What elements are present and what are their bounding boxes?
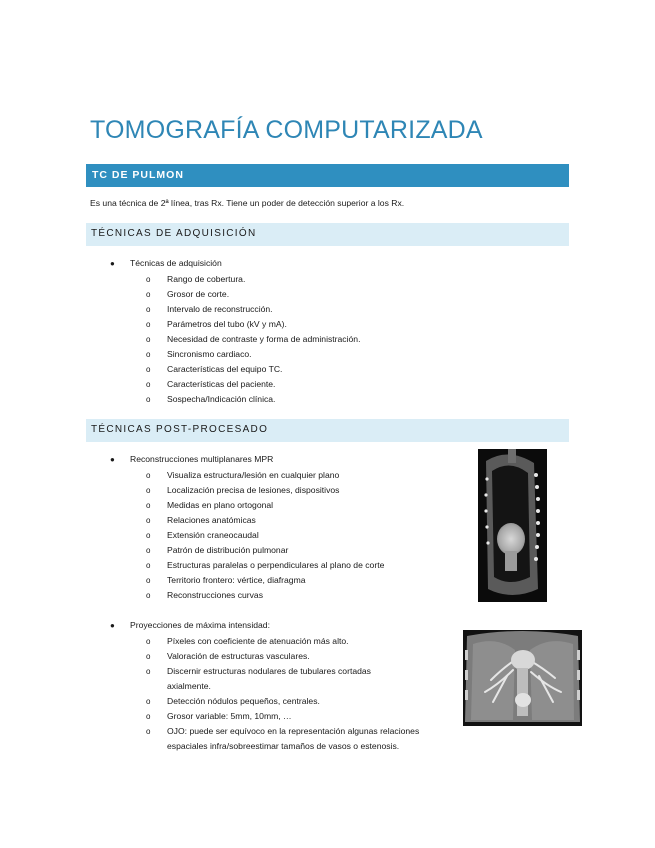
circle-bullet-icon: o — [146, 380, 151, 389]
list-item: o Características del paciente. — [146, 377, 360, 392]
list-item-acquisition — [110, 258, 222, 268]
ct-sagittal-image — [478, 449, 547, 602]
list-item: o Rango de cobertura. — [146, 272, 360, 287]
list-item: o Píxeles con coeficiente de atenuación más alto. — [146, 634, 446, 649]
list-item: o Reconstrucciones curvas — [146, 588, 384, 603]
circle-bullet-icon: o — [146, 275, 151, 284]
bullet-icon: ● — [110, 259, 115, 268]
circle-bullet-icon: o — [146, 546, 151, 555]
circle-bullet-icon: o — [146, 697, 151, 706]
mpr-sublist — [146, 468, 384, 603]
circle-bullet-icon: o — [146, 637, 151, 646]
bullet-icon: ● — [110, 455, 115, 464]
circle-bullet-icon: o — [146, 561, 151, 570]
list-item: o Parámetros del tubo (kV y mA). — [146, 317, 360, 332]
list-item: o Detección nódulos pequeños, centrales. — [146, 694, 446, 709]
list-item: o Sincronismo cardiaco. — [146, 347, 360, 362]
list-item: o Extensión craneocaudal — [146, 528, 384, 543]
circle-bullet-icon: o — [146, 652, 151, 661]
circle-bullet-icon: o — [146, 486, 151, 495]
circle-bullet-icon: o — [146, 320, 151, 329]
circle-bullet-icon: o — [146, 712, 151, 721]
mip-sublist — [146, 634, 446, 754]
circle-bullet-icon: o — [146, 591, 151, 600]
document-title: TOMOGRAFÍA COMPUTARIZADA — [90, 116, 483, 144]
intro-paragraph: Es una técnica de 2ª línea, tras Rx. Tiene un poder de detección superior a los Rx. — [90, 198, 405, 208]
ct-sagittal-graphic — [478, 449, 547, 602]
circle-bullet-icon: o — [146, 305, 151, 314]
list-item-label: Técnicas de adquisición — [130, 258, 222, 268]
circle-bullet-icon: o — [146, 516, 151, 525]
list-item: o Localización precisa de lesiones, dispositivos — [146, 483, 384, 498]
heading-acquisition: TÉCNICAS DE ADQUISICIÓN — [86, 223, 569, 246]
list-item: o Medidas en plano ortogonal — [146, 498, 384, 513]
list-item: o Estructuras paralelas o perpendiculares al plano de corte — [146, 558, 384, 573]
list-item-label: Proyecciones de máxima intensidad: — [130, 620, 270, 630]
acquisition-sublist — [146, 272, 360, 407]
section-banner: TC DE PULMON — [86, 164, 569, 187]
list-item: o Necesidad de contraste y forma de administración. — [146, 332, 360, 347]
circle-bullet-icon: o — [146, 727, 151, 736]
list-item: o OJO: puede ser equívoco en la representación algunas relaciones espaciales infra/sobreestimar tamaños de vasos o estenosis. — [146, 726, 420, 751]
circle-bullet-icon: o — [146, 471, 151, 480]
bullet-icon: ● — [110, 621, 115, 630]
list-item: o Intervalo de reconstrucción. — [146, 302, 360, 317]
list-item: o Grosor de corte. — [146, 287, 360, 302]
circle-bullet-icon: o — [146, 290, 151, 299]
list-item: o Discernir estructuras nodulares de tubulares cortadas axialmente. — [146, 666, 371, 691]
circle-bullet-icon: o — [146, 350, 151, 359]
list-item: o Grosor variable: 5mm, 10mm, … — [146, 709, 446, 724]
ct-mip-image — [463, 630, 582, 726]
list-item: o Valoración de estructuras vasculares. — [146, 649, 446, 664]
circle-bullet-icon: o — [146, 395, 151, 404]
circle-bullet-icon: o — [146, 531, 151, 540]
list-item: o Características del equipo TC. — [146, 362, 360, 377]
circle-bullet-icon: o — [146, 335, 151, 344]
ct-mip-graphic — [463, 630, 582, 726]
circle-bullet-icon: o — [146, 667, 151, 676]
list-item: o Territorio frontero: vértice, diafragma — [146, 573, 384, 588]
list-item: o Visualiza estructura/lesión en cualquier plano — [146, 468, 384, 483]
list-item-label: Reconstrucciones multiplanares MPR — [130, 454, 274, 464]
list-item: o Patrón de distribución pulmonar — [146, 543, 384, 558]
list-item-mip — [110, 620, 270, 630]
list-item: o Sospecha/Indicación clínica. — [146, 392, 360, 407]
list-item: o Relaciones anatómicas — [146, 513, 384, 528]
circle-bullet-icon: o — [146, 365, 151, 374]
circle-bullet-icon: o — [146, 501, 151, 510]
list-item-mpr — [110, 454, 273, 464]
heading-postprocessing: TÉCNICAS POST-PROCESADO — [86, 419, 569, 442]
circle-bullet-icon: o — [146, 576, 151, 585]
